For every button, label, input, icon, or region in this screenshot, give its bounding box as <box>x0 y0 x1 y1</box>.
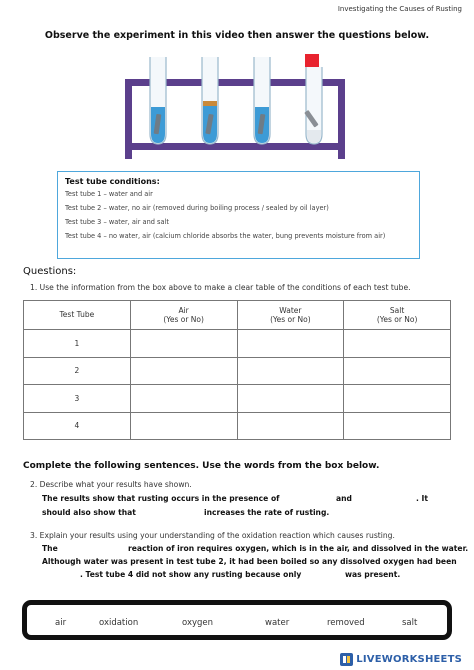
question-2: 2. Describe what your results have shown. <box>30 480 192 489</box>
answer-cell-water[interactable] <box>237 412 344 440</box>
q3-sentence-part-d: . Test tube 4 did not show any rusting because only <box>80 570 302 579</box>
conditions-table <box>23 300 451 440</box>
condition-line: Test tube 1 – water and air <box>65 190 153 198</box>
test-tube-1 <box>150 57 166 144</box>
table-row <box>24 385 451 413</box>
word-bank-item[interactable]: salt <box>402 618 418 628</box>
section-2-title: Complete the following sentences. Use the words from the box below. <box>23 461 380 471</box>
liveworksheets-logo <box>340 653 462 666</box>
condition-line: Test tube 2 – water, no air (removed during boiling process / sealed by oil layer) <box>65 204 329 212</box>
test-tube-4 <box>304 54 322 144</box>
q2-sentence-part-c: increases the rate of rusting. <box>204 508 330 517</box>
q3-sentence-part-e: was present. <box>345 570 401 579</box>
answer-cell-salt[interactable] <box>344 357 451 385</box>
condition-line: Test tube 3 – water, air and salt <box>65 218 169 226</box>
q3-sentence-part-b: reaction of iron requires oxygen, which is in the air, and dissolved in the water. <box>128 544 469 553</box>
answer-cell-salt[interactable] <box>344 330 451 358</box>
q2-sentence-it: . It <box>416 494 428 503</box>
header-title: Investigating the Causes of Rusting <box>337 5 462 13</box>
header-test-tube: Test Tube <box>24 301 131 330</box>
answer-cell-water[interactable] <box>237 357 344 385</box>
q3-sentence-part-c: Although water was present in test tube 2, it had been boiled so any dissolved oxygen had been <box>42 557 457 566</box>
row-label: 1 <box>24 330 131 358</box>
row-label: 3 <box>24 385 131 413</box>
condition-line: Test tube 4 – no water, air (calcium chloride absorbs the water, bung prevents moisture from air) <box>65 232 386 240</box>
answer-cell-salt[interactable] <box>344 412 451 440</box>
word-bank-item[interactable]: oxygen <box>182 618 214 628</box>
answer-cell-air[interactable] <box>130 357 237 385</box>
row-label: 4 <box>24 412 131 440</box>
conditions-title: Test tube conditions: <box>65 177 160 186</box>
answer-cell-salt[interactable] <box>344 385 451 413</box>
questions-title: Questions: <box>23 266 77 277</box>
question-1: 1. Use the information from the box above to make a clear table of the conditions of each test tube. <box>30 283 411 292</box>
answer-cell-water[interactable] <box>237 330 344 358</box>
row-label: 2 <box>24 357 131 385</box>
word-bank-item[interactable]: air <box>55 618 67 628</box>
bung <box>305 54 319 67</box>
q2-sentence-and: and <box>336 494 352 503</box>
q2-sentence-part-b: should also show that <box>42 508 136 517</box>
conditions-box <box>57 171 420 259</box>
word-bank-item[interactable]: water <box>265 618 290 628</box>
table-header-row <box>24 301 451 330</box>
header-air: Air (Yes or No) <box>130 301 237 330</box>
table-row <box>24 412 451 440</box>
liveworksheets-icon <box>340 653 353 666</box>
test-tube-3 <box>254 57 270 144</box>
answer-cell-air[interactable] <box>130 412 237 440</box>
header-water: Water (Yes or No) <box>237 301 344 330</box>
instruction-text: Observe the experiment in this video then answer the questions below. <box>44 30 430 41</box>
q2-sentence-part-a: The results show that rusting occurs in the presence of <box>42 494 280 503</box>
answer-cell-water[interactable] <box>237 385 344 413</box>
header-salt: Salt (Yes or No) <box>344 301 451 330</box>
test-tube-rack-illustration <box>120 52 350 162</box>
word-bank <box>22 600 452 640</box>
answer-cell-air[interactable] <box>130 330 237 358</box>
rack-right-leg <box>338 79 345 159</box>
rack-left-leg <box>125 79 132 159</box>
word-bank-item[interactable]: oxidation <box>99 618 139 628</box>
answer-cell-air[interactable] <box>130 385 237 413</box>
q3-sentence-the: The <box>42 544 58 553</box>
table-row <box>24 330 451 358</box>
word-bank-item[interactable]: removed <box>327 618 365 628</box>
question-3: 3. Explain your results using your understanding of the oxidation reaction which causes rusting. <box>30 531 395 540</box>
liveworksheets-brand: LIVEWORKSHEETS <box>356 654 462 665</box>
test-tube-2 <box>202 57 218 144</box>
table-row <box>24 357 451 385</box>
